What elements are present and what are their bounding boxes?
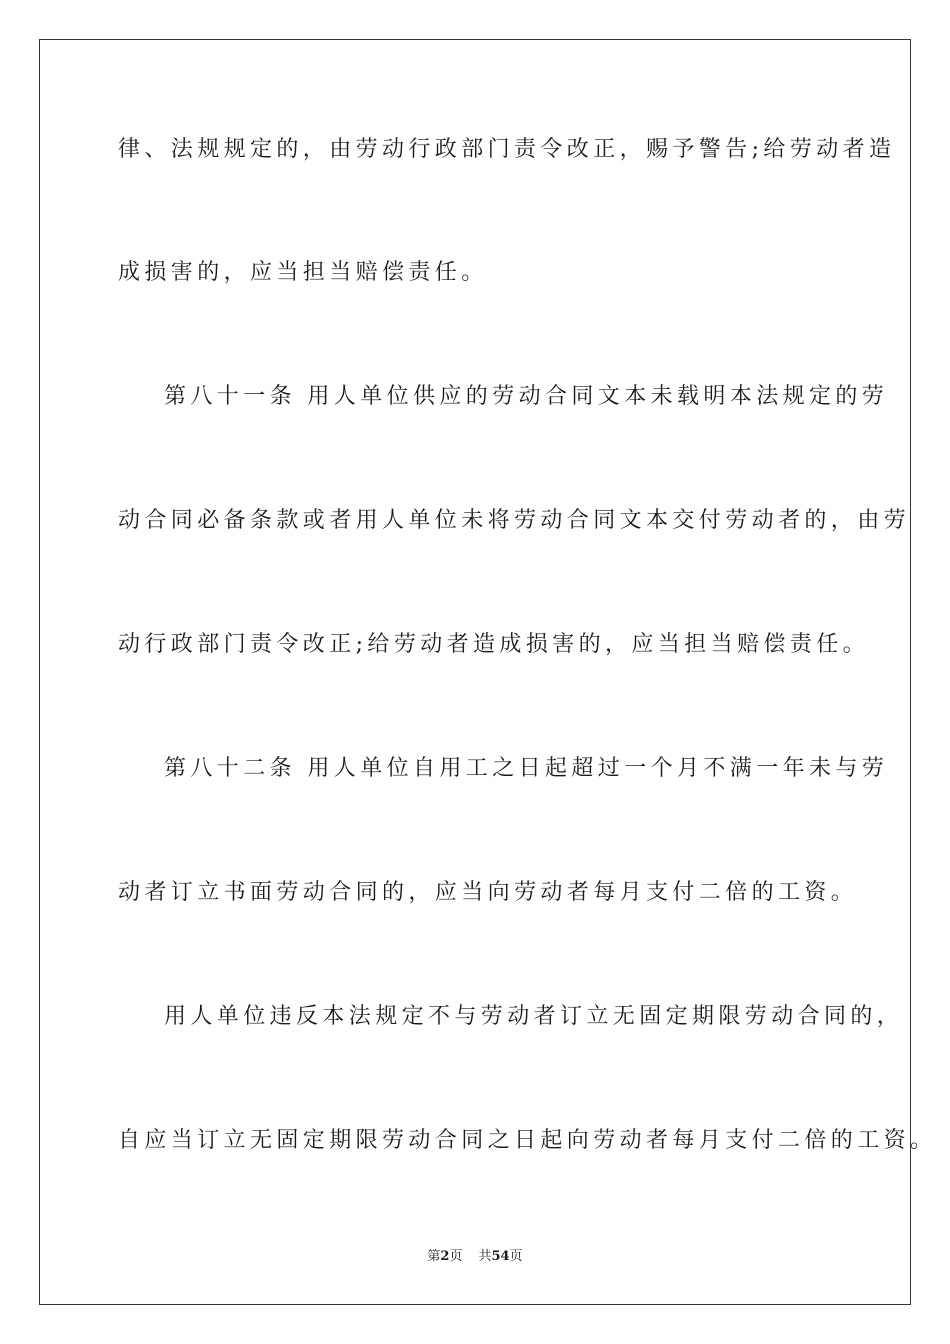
- text-line: 成损害的，应当担当赔偿责任。: [118, 260, 488, 285]
- footer-page-suffix: 页: [449, 1249, 463, 1264]
- text-line: 动合同必备条款或者用人单位未将劳动合同文本交付劳动者的，由劳: [118, 508, 911, 533]
- footer-total-suffix: 页: [509, 1249, 523, 1264]
- text-line: 自应当订立无固定期限劳动合同之日起向劳动者每月支付二倍的工资。: [118, 1128, 937, 1153]
- page-border: [39, 39, 937, 1305]
- footer-total-pages: 54: [491, 1249, 510, 1264]
- footer-page-number: 2: [440, 1249, 450, 1264]
- page-footer: [0, 1248, 950, 1266]
- text-line: 动行政部门责令改正;给劳动者造成损害的，应当担当赔偿责任。: [118, 632, 870, 657]
- text-line: 律、法规规定的，由劳动行政部门责令改正，赐予警告;给劳动者造: [118, 137, 896, 162]
- text-line: 用人单位违反本法规定不与劳动者订立无固定期限劳动合同的，: [164, 1004, 904, 1029]
- text-line: 第八十一条 用人单位供应的劳动合同文本未载明本法规定的劳: [164, 384, 889, 409]
- text-line: 动者订立书面劳动合同的，应当向劳动者每月支付二倍的工资。: [118, 880, 858, 905]
- footer-total-prefix: 共: [478, 1249, 492, 1264]
- text-line: 第八十二条 用人单位自用工之日起超过一个月不满一年未与劳: [164, 756, 889, 781]
- footer-page-prefix: 第: [427, 1249, 441, 1264]
